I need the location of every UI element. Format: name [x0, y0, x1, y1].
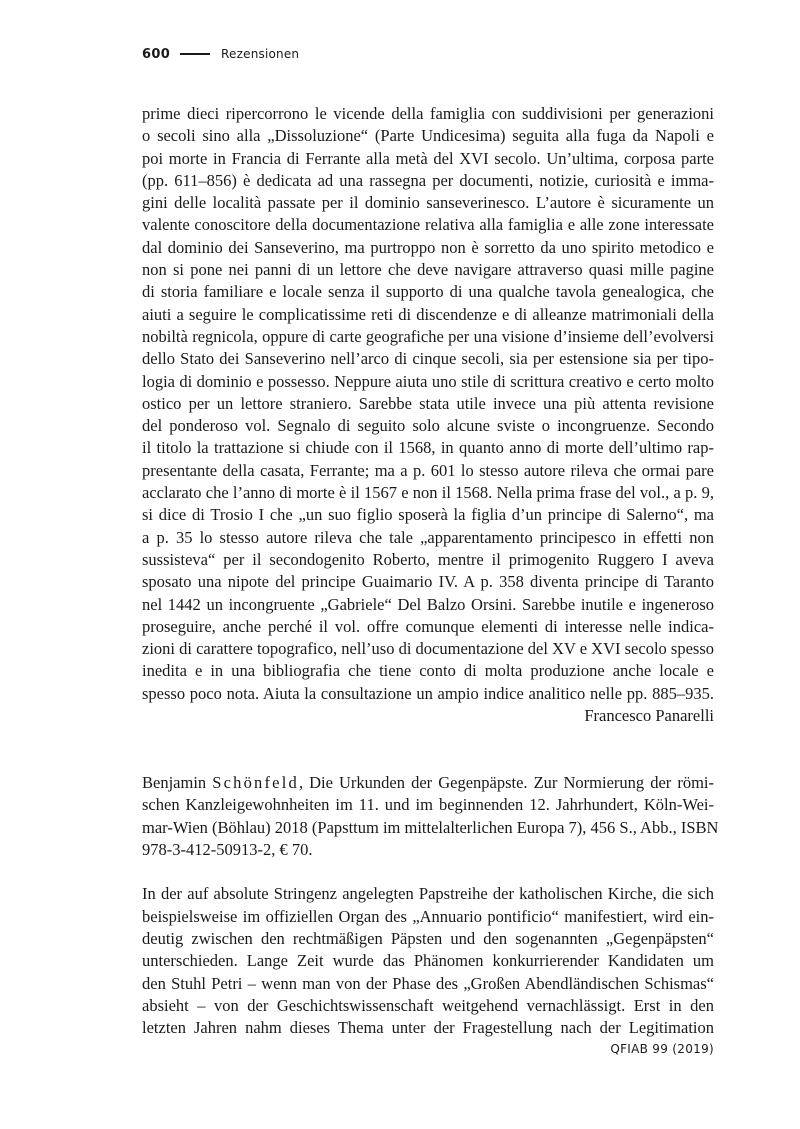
header-rule	[180, 53, 210, 55]
text-line: beispielsweise im offiziellen Organ des „Annuario pontificio“ manifestiert, wird ein-	[142, 906, 714, 926]
citation-line: 978-3-412-50913-2, € 70.	[142, 839, 313, 859]
text-line: letzten Jahren nahm dieses Thema unter der Fragestellung nach der Legitimation	[142, 1018, 714, 1038]
citation-author-first: Benjamin	[142, 772, 213, 792]
page-body	[142, 103, 719, 1039]
text-line: logia di dominio e possesso. Neppure aiuta uno stile di scrittura creativo e certo molto	[142, 371, 714, 391]
journal-footer: QFIAB 99 (2019)	[610, 1042, 714, 1056]
text-line: presentante della casata, Ferrante; ma a p. 601 lo stesso autore rileva che ormai pare	[142, 460, 714, 480]
text-line: valente conoscitore della documentazione relativa alla famiglia e alle zone interessate	[142, 215, 714, 235]
citation-title: , Die Urkunden der Gegenpäpste. Zur Normierung der römi-	[298, 772, 715, 792]
page-header	[142, 44, 299, 64]
review-1-author: Francesco Panarelli	[584, 706, 714, 726]
citation-author-last: Schönfeld	[212, 772, 299, 792]
text-line: prime dieci ripercorrono le vicende della famiglia con suddivisioni per generazioni	[142, 104, 714, 123]
text-line: a p. 35 lo stesso autore rileva che tale „apparentamento principesco in effetti non	[142, 527, 714, 547]
review-2-citation	[142, 772, 719, 861]
text-line: nobiltà regnicola, oppure di carte geografiche per una visione d’insieme dell’evolversi	[142, 326, 714, 346]
text-line: inedita e in una bibliografia che tiene conto di molta produzione anche locale e	[142, 661, 714, 681]
text-line: deutig zwischen den rechtmäßigen Päpsten und den sogenannten „Gegenpäpsten“	[142, 928, 714, 948]
review-2-text	[142, 883, 714, 1039]
text-line: gini delle località passate per il dominio sanseverinesco. L’autore è sicuramente un	[142, 193, 714, 213]
text-line: non si pone nei panni di un lettore che deve navigare attraverso quasi mille pagine	[142, 260, 714, 280]
text-line: acclarato che l’anno di morte è il 1567 e non il 1568. Nella prima frase del vol., a p. 9,	[142, 483, 714, 503]
text-line: si dice di Trosio I che „un suo figlio sposerà la figlia d’un principe di Salerno“, ma	[142, 505, 714, 525]
review-1-text	[142, 103, 714, 705]
text-line: il titolo la trattazione si chiude con il 1568, in quanto anno di morte dell’ultimo rap-	[142, 438, 714, 458]
text-line: o secoli sino alla „Dissoluzione“ (Parte Undicesima) seguita alla fuga da Napoli e	[142, 126, 714, 146]
text-line: zioni di carattere topografico, nell’uso di documentazione del XV e XVI secolo spesso	[142, 639, 714, 659]
citation-line: mar-Wien (Böhlau) 2018 (Papsttum im mittelalterlichen Europa 7), 456 S., Abb., ISBN	[142, 817, 719, 837]
text-line: sposato una nipote del principe Guaimario IV. A p. 358 diventa principe di Taranto	[142, 572, 714, 592]
text-line: dello Stato dei Sanseverino nell’arco di cinque secoli, sia per estensione sia per tipo-	[142, 349, 714, 369]
text-line: (pp. 611–856) è dedicata ad una rassegna per documenti, notizie, curiosità e imma-	[142, 170, 714, 190]
text-line: del ponderoso vol. Segnalo di seguito solo alcune sviste o incongruenze. Secondo	[142, 416, 714, 436]
text-line: dal dominio dei Sanseverino, ma purtroppo non è sorretto da uno spirito metodico e	[142, 237, 714, 257]
text-line: den Stuhl Petri – wenn man von der Phase des „Großen Abendländischen Schismas“	[142, 973, 714, 993]
text-line: spesso poco nota. Aiuta la consultazione un ampio indice analitico nelle pp. 885–935.	[142, 683, 714, 703]
text-line: ostico per un lettore straniero. Sarebbe stata utile invece una più attenta revisione	[142, 393, 714, 413]
text-line: proseguire, anche perché il vol. offre comunque elementi di interesse nelle indica-	[142, 616, 714, 636]
text-line: In der auf absolute Stringenz angelegten Papstreihe der katholischen Kirche, die sich	[142, 884, 714, 904]
text-line: poi morte in Francia di Ferrante alla metà del XVI secolo. Un’ultima, corposa parte	[142, 148, 714, 168]
text-line: absieht – von der Geschichtswissenschaft weitgehend vernachlässigt. Erst in den	[142, 995, 714, 1015]
text-line: sussisteva“ per il secondogenito Roberto, mentre il primogenito Ruggero I aveva	[142, 549, 714, 569]
text-line: nel 1442 un incongruente „Gabriele“ Del Balzo Orsini. Sarebbe inutile e ingeneroso	[142, 594, 714, 614]
running-head: Rezensionen	[221, 47, 300, 61]
citation-line: schen Kanzleigewohnheiten im 11. und im beginnenden 12. Jahrhundert, Köln-Wei-	[142, 795, 714, 815]
page-number: 600	[142, 46, 171, 62]
citation-line	[142, 772, 714, 794]
text-line: unterschieden. Lange Zeit wurde das Phänomen konkurrierender Kandidaten um	[142, 951, 714, 971]
text-line: di storia familiare e locale senza il supporto di una qualche tavola genealogica, che	[142, 282, 714, 302]
text-line: aiuti a seguire le complicatissime reti di discendenze e di alleanze matrimoniali della	[142, 304, 714, 324]
